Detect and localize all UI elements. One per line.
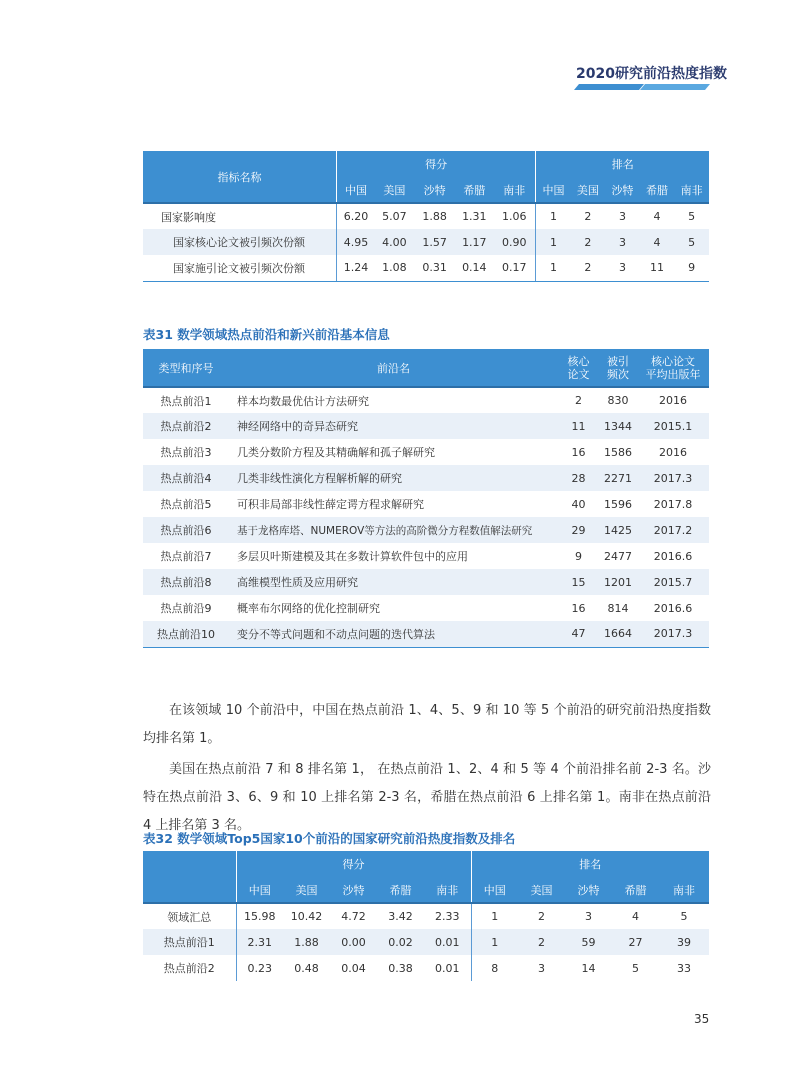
header-country: 美国 xyxy=(375,177,414,203)
front-name: 可积非局部非线性薛定谔方程求解研究 xyxy=(237,498,424,511)
row-name: 热点前沿2 xyxy=(163,962,215,975)
score-cell: 0.90 xyxy=(493,229,536,255)
header-core-papers-line1: 核心 xyxy=(567,354,590,368)
rank-cell: 27 xyxy=(612,929,659,955)
header-country: 沙特 xyxy=(414,177,456,203)
table-row xyxy=(143,595,709,621)
table-row xyxy=(143,903,709,929)
score-cell: 0.38 xyxy=(388,961,413,975)
front-type: 热点前沿7 xyxy=(160,550,212,563)
header-country: 沙特 xyxy=(605,177,640,203)
table-row xyxy=(143,229,709,255)
rank-cell: 2 xyxy=(538,910,546,923)
citations: 830 xyxy=(607,394,629,407)
front-type: 热点前沿6 xyxy=(143,517,229,543)
table-row xyxy=(143,387,709,413)
score-cell: 0.02 xyxy=(377,929,424,955)
core-papers: 28 xyxy=(558,465,599,491)
rank-cell: 39 xyxy=(659,929,709,955)
rank-cell: 9 xyxy=(674,255,709,281)
front-name: 神经网络中的奇异态研究 xyxy=(229,413,558,439)
row-name: 国家核心论文被引频次份额 xyxy=(143,229,336,255)
rank-cell: 2 xyxy=(518,929,565,955)
header-country: 中国 xyxy=(536,177,571,203)
core-papers: 15 xyxy=(558,569,599,595)
running-header-title: 2020研究前沿热度指数 xyxy=(576,66,727,82)
indicator-table xyxy=(143,151,709,282)
header-country: 中国 xyxy=(236,877,283,903)
front-name: 变分不等式问题和不动点问题的迭代算法 xyxy=(229,621,558,647)
header-country: 希腊 xyxy=(640,177,675,203)
avg-year: 2017.3 xyxy=(637,621,709,647)
score-cell: 1.88 xyxy=(283,929,330,955)
header-core-papers-line2: 论文 xyxy=(567,367,590,381)
core-papers: 16 xyxy=(571,601,586,615)
table-row xyxy=(143,465,709,491)
front-type: 热点前沿9 xyxy=(160,602,212,615)
header-country: 南非 xyxy=(493,177,536,203)
rank-cell: 2 xyxy=(571,255,606,281)
header-country: 中国 xyxy=(336,177,375,203)
header-avg-year-line1: 核心论文 xyxy=(651,354,695,368)
rank-cell: 1 xyxy=(471,929,518,955)
front-type: 热点前沿5 xyxy=(160,498,212,511)
row-name: 热点前沿1 xyxy=(143,929,236,955)
front-type: 热点前沿1 xyxy=(160,394,212,408)
score-cell: 4.00 xyxy=(375,229,414,255)
header-citations xyxy=(599,349,637,387)
score-cell: 1.31 xyxy=(462,210,487,223)
header-country: 沙特 xyxy=(330,877,377,903)
score-cell: 0.23 xyxy=(236,955,283,981)
score-cell: 0.48 xyxy=(294,961,319,975)
header-indicator-name: 指标名称 xyxy=(143,151,336,203)
fronts-info-table xyxy=(143,349,709,648)
table-row xyxy=(143,569,709,595)
score-cell: 6.20 xyxy=(336,203,375,229)
header-country: 南非 xyxy=(659,877,709,903)
citations: 1425 xyxy=(599,517,637,543)
avg-year: 2017.2 xyxy=(637,517,709,543)
rank-cell: 59 xyxy=(565,929,612,955)
score-cell: 4.72 xyxy=(341,910,366,923)
score-cell: 4.95 xyxy=(336,229,375,255)
core-papers: 40 xyxy=(571,497,586,511)
front-name: 概率布尔网络的优化控制研究 xyxy=(237,602,380,615)
table-row xyxy=(143,543,709,569)
score-cell: 1.57 xyxy=(414,229,456,255)
table-row xyxy=(143,491,709,517)
avg-year: 2017.3 xyxy=(637,465,709,491)
table31-caption: 表31 数学领域热点前沿和新兴前沿基本信息 xyxy=(143,327,390,342)
score-cell: 5.07 xyxy=(382,210,407,223)
avg-year: 2016 xyxy=(659,394,687,407)
rank-cell: 2 xyxy=(584,210,592,223)
rank-cell: 14 xyxy=(581,961,596,975)
citations: 1201 xyxy=(599,569,637,595)
score-cell: 15.98 xyxy=(236,903,283,929)
avg-year: 2017.8 xyxy=(653,497,693,511)
score-cell: 0.31 xyxy=(414,255,456,281)
header-country: 美国 xyxy=(571,177,606,203)
table32-caption: 表32 数学领域Top5国家10个前沿的国家研究前沿热度指数及排名 xyxy=(143,831,516,846)
score-cell: 0.00 xyxy=(330,929,377,955)
citations: 1664 xyxy=(599,621,637,647)
rank-cell: 11 xyxy=(640,255,675,281)
front-type: 热点前沿2 xyxy=(143,413,229,439)
core-papers: 11 xyxy=(558,413,599,439)
front-name: 高维模型性质及应用研究 xyxy=(229,569,558,595)
core-papers: 29 xyxy=(558,517,599,543)
citations: 1586 xyxy=(604,445,632,459)
rank-cell: 8 xyxy=(471,955,518,981)
front-type: 热点前沿4 xyxy=(143,465,229,491)
score-cell: 1.08 xyxy=(375,255,414,281)
citations: 2271 xyxy=(599,465,637,491)
score-cell: 1.24 xyxy=(336,255,375,281)
header-decor-bar-right xyxy=(640,84,710,90)
score-cell: 0.14 xyxy=(455,255,493,281)
avg-year: 2016.6 xyxy=(653,549,693,563)
table-row xyxy=(143,203,709,229)
citations: 1344 xyxy=(599,413,637,439)
score-cell: 10.42 xyxy=(290,910,323,923)
score-cell: 1.17 xyxy=(455,229,493,255)
page-number: 35 xyxy=(694,1012,710,1026)
header-country: 沙特 xyxy=(565,877,612,903)
citations: 1596 xyxy=(604,497,632,511)
rank-cell: 1 xyxy=(536,229,571,255)
header-score-group: 得分 xyxy=(236,851,471,877)
rank-cell: 3 xyxy=(538,961,546,975)
header-country: 美国 xyxy=(518,877,565,903)
citations: 814 xyxy=(607,601,629,615)
score-cell: 2.33 xyxy=(435,910,460,923)
header-blank xyxy=(143,851,236,903)
core-papers: 9 xyxy=(575,549,582,563)
row-name: 国家施引论文被引频次份额 xyxy=(143,255,336,281)
front-name: 样本均数最优估计方法研究 xyxy=(237,394,369,408)
score-cell: 0.17 xyxy=(493,255,536,281)
header-country: 希腊 xyxy=(612,877,659,903)
rank-cell: 3 xyxy=(618,210,626,223)
front-name: 几类非线性演化方程解析解的研究 xyxy=(229,465,558,491)
core-papers: 47 xyxy=(558,621,599,647)
rank-cell: 5 xyxy=(632,961,640,975)
header-score-group: 得分 xyxy=(336,151,536,177)
table-row xyxy=(143,439,709,465)
row-name: 国家影响度 xyxy=(161,210,216,224)
score-cell: 0.01 xyxy=(424,929,471,955)
avg-year: 2016.6 xyxy=(653,601,693,615)
front-type: 热点前沿8 xyxy=(143,569,229,595)
body-paragraph-1: 在该领域 10 个前沿中，中国在热点前沿 1、4、5、9 和 10 等 5 个前沿的研究前沿热度指数均排名第 1。 xyxy=(143,703,711,746)
rank-cell: 2 xyxy=(571,229,606,255)
rank-cell: 5 xyxy=(674,229,709,255)
rank-cell: 33 xyxy=(677,961,692,975)
avg-year: 2016 xyxy=(659,445,687,459)
header-country: 中国 xyxy=(471,877,518,903)
header-country: 希腊 xyxy=(377,877,424,903)
table-row xyxy=(143,621,709,647)
table-row xyxy=(143,413,709,439)
table-row xyxy=(143,929,709,955)
rank-cell: 4 xyxy=(640,229,675,255)
header-front-name: 前沿名 xyxy=(229,349,558,387)
front-name: 几类分数阶方程及其精确解和孤子解研究 xyxy=(237,446,435,459)
header-decor-bar-left xyxy=(574,84,644,90)
header-country: 南非 xyxy=(424,877,471,903)
table-row xyxy=(143,955,709,981)
rank-cell: 3 xyxy=(605,229,640,255)
avg-year: 2015.7 xyxy=(637,569,709,595)
rank-cell: 4 xyxy=(632,910,640,923)
avg-year: 2015.1 xyxy=(637,413,709,439)
header-avg-year xyxy=(637,349,709,387)
table-row xyxy=(143,517,709,543)
header-core-papers xyxy=(558,349,599,387)
rank-cell: 1 xyxy=(536,203,571,229)
front-type: 热点前沿3 xyxy=(160,446,212,459)
citations: 2477 xyxy=(604,549,632,563)
core-papers: 2 xyxy=(575,394,582,407)
header-citations-line1: 被引 xyxy=(607,354,629,368)
rank-cell: 3 xyxy=(585,910,593,923)
score-cell: 1.88 xyxy=(422,210,447,223)
country-heat-index-table xyxy=(143,851,709,981)
row-name: 领域汇总 xyxy=(167,910,212,924)
body-paragraph-2: 美国在热点前沿 7 和 8 排名第 1， 在热点前沿 1、2、4 和 5 等 4 个前沿排名前 2-3 名。沙特在热点前沿 3、6、9 和 10 上排名第 2-3 名，希腊在热点前沿 6 上排名第 1。南非在热点前沿 4 上排名第 3 名。 xyxy=(143,762,711,833)
table-row xyxy=(143,255,709,281)
header-country: 美国 xyxy=(283,877,330,903)
rank-cell: 3 xyxy=(605,255,640,281)
rank-cell: 5 xyxy=(680,910,688,923)
header-rank-group: 排名 xyxy=(536,151,709,177)
header-avg-year-line2: 平均出版年 xyxy=(645,367,701,381)
header-country: 希腊 xyxy=(455,177,493,203)
front-type: 热点前沿10 xyxy=(143,621,229,647)
core-papers: 16 xyxy=(571,445,586,459)
score-cell: 0.04 xyxy=(341,961,366,975)
header-citations-line2: 频次 xyxy=(607,367,629,381)
score-cell: 2.31 xyxy=(236,929,283,955)
score-cell: 3.42 xyxy=(388,910,413,923)
rank-cell: 1 xyxy=(471,903,518,929)
score-cell: 1.06 xyxy=(502,210,527,223)
rank-cell: 5 xyxy=(688,210,696,223)
header-type: 类型和序号 xyxy=(143,349,229,387)
rank-cell: 1 xyxy=(536,255,571,281)
rank-cell: 4 xyxy=(653,210,661,223)
front-name: 多层贝叶斯建模及其在多数计算软件包中的应用 xyxy=(237,550,468,563)
header-rank-group: 排名 xyxy=(471,851,709,877)
score-cell: 0.01 xyxy=(435,961,460,975)
front-name: 基于龙格库塔、NUMEROV等方法的高阶微分方程数值解法研究 xyxy=(229,517,558,543)
header-country: 南非 xyxy=(674,177,709,203)
